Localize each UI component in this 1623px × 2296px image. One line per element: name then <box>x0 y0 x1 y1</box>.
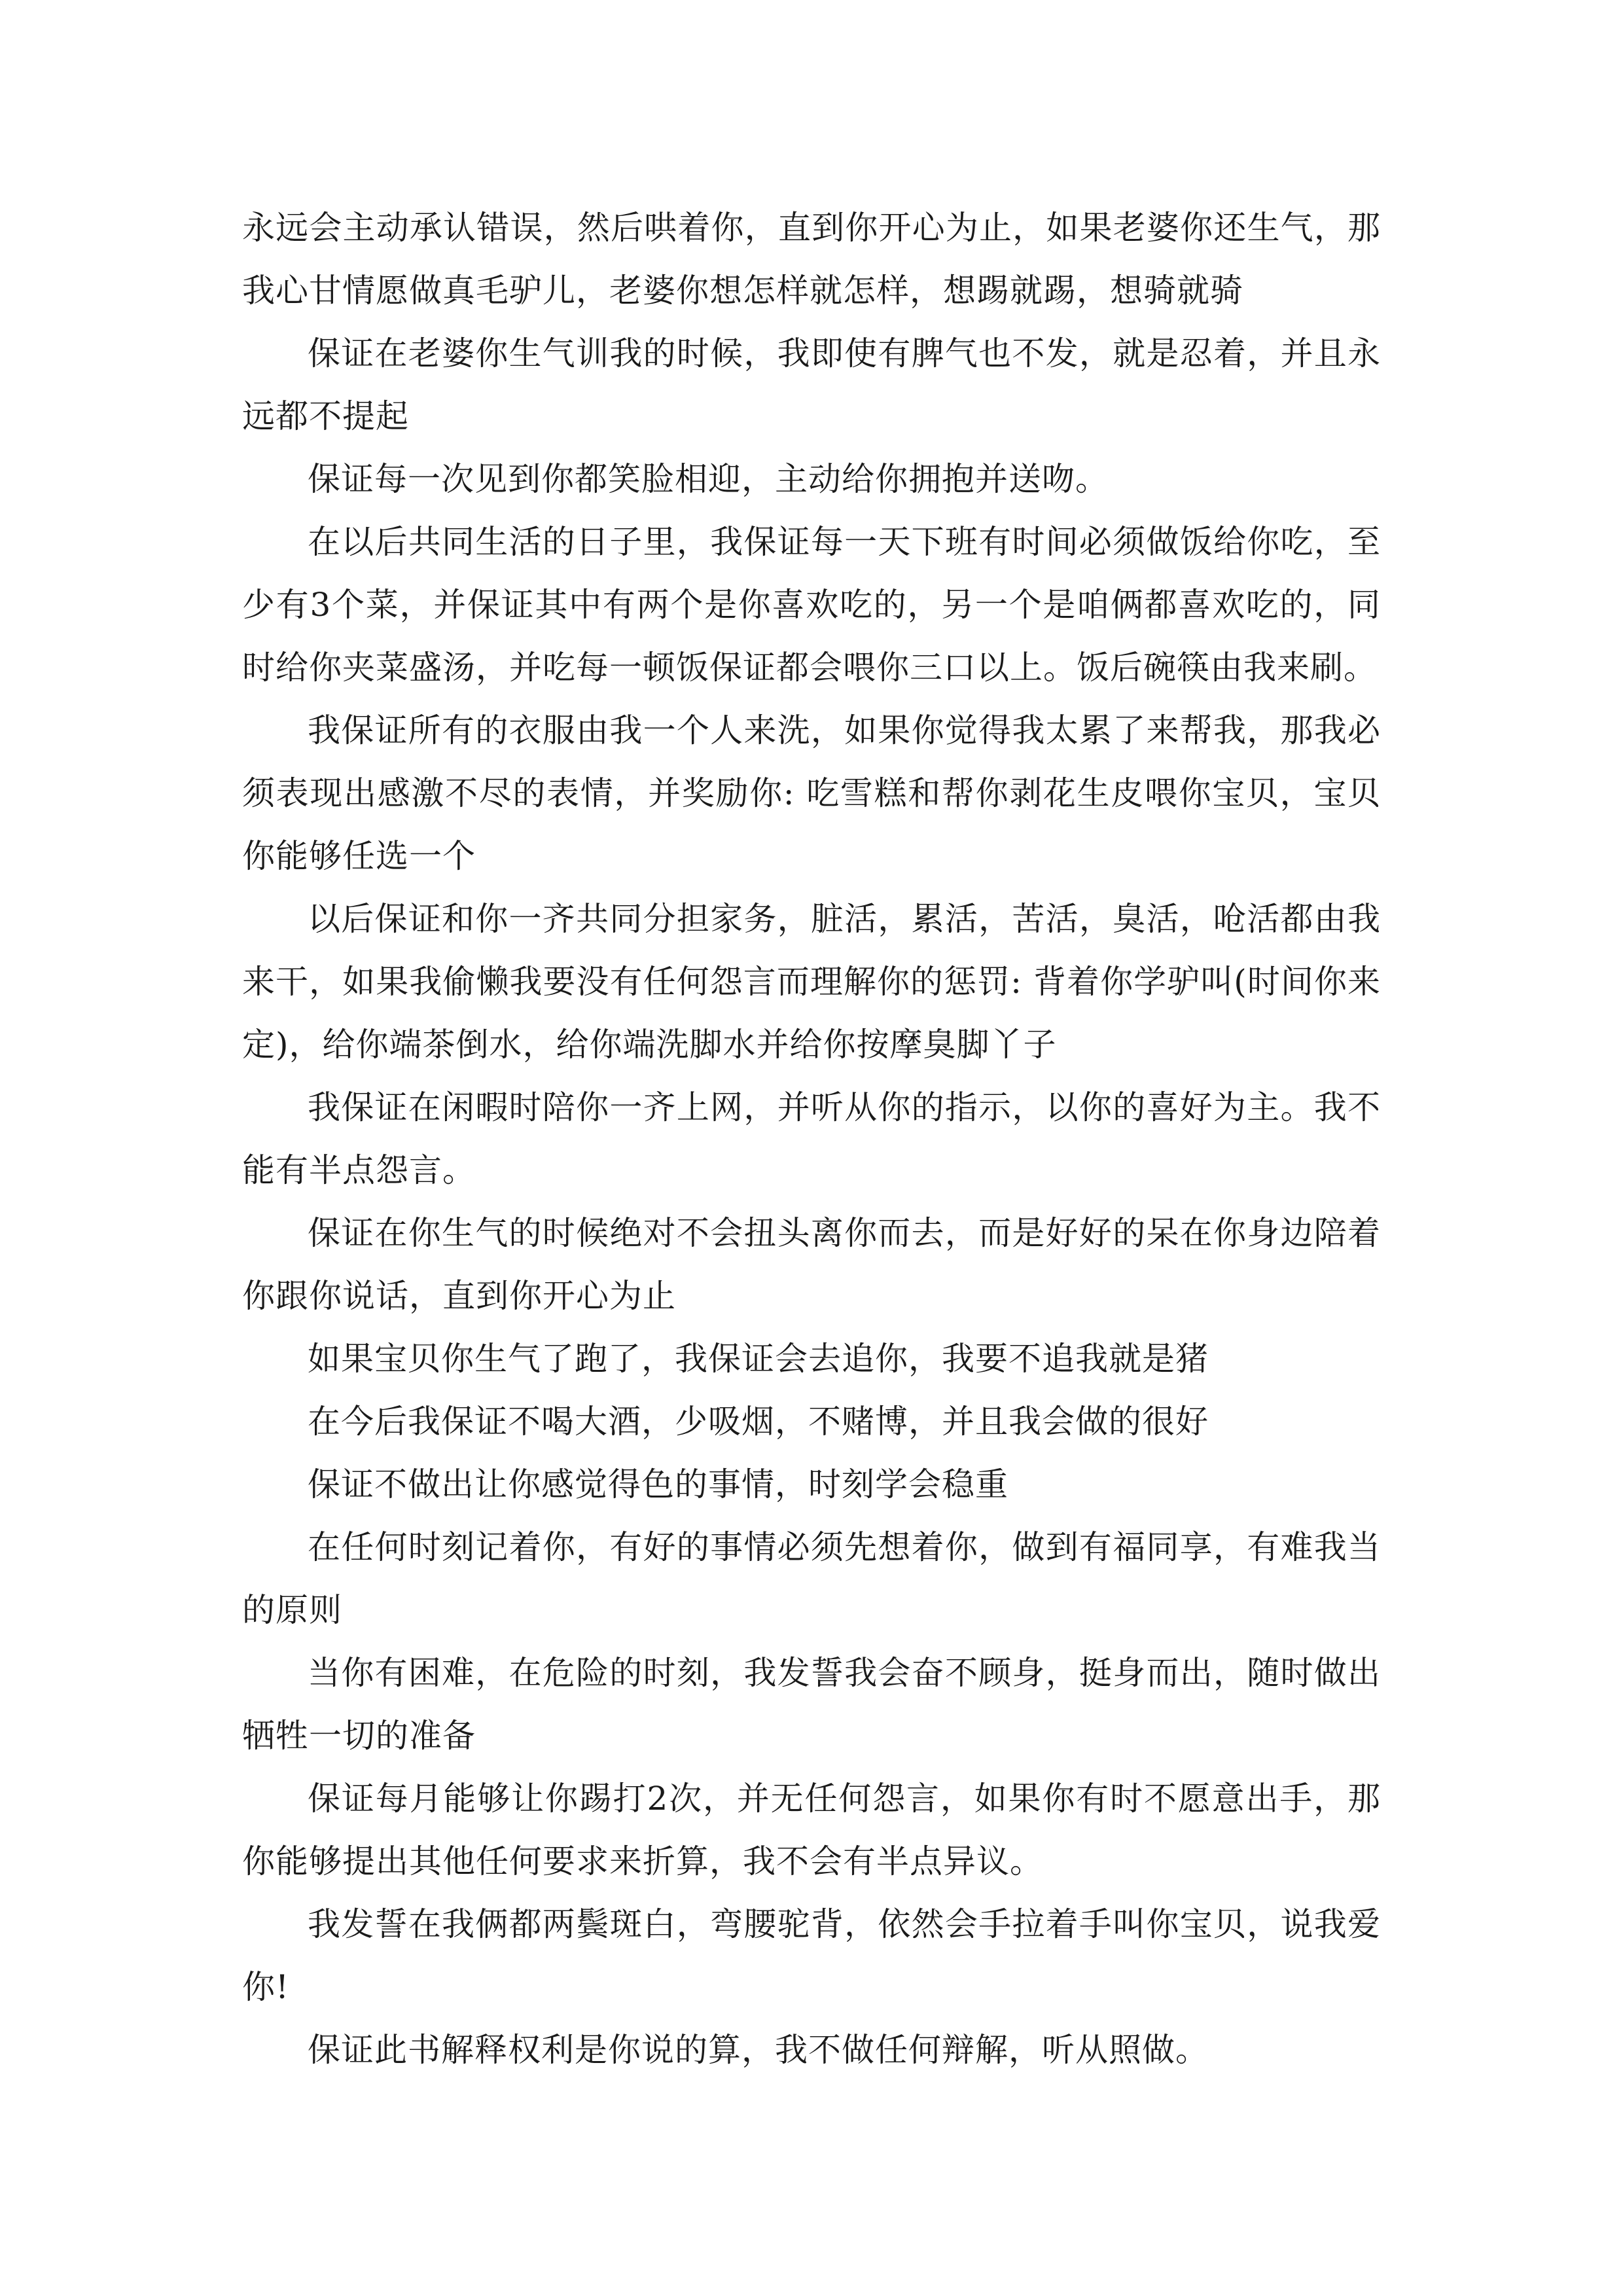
paragraph-2: 保证在老婆你生气训我的时候，我即使有脾气也不发，就是忍着，并且永远都不提起 <box>242 334 1381 435</box>
paragraph-10: 在今后我保证不喝大酒，少吸烟，不赌博，并且我会做的很好 <box>308 1403 1209 1441</box>
paragraph-16: 保证此书解释权利是你说的算，我不做任何辩解，听从照做。 <box>308 2031 1209 2069</box>
paragraph-1: 永远会主动承认错误，然后哄着你，直到你开心为止，如果老婆你还生气，那我心甘情愿做真毛驴儿，老婆你想怎样就怎样，想踢就踢，想骑就骑 <box>242 209 1381 310</box>
paragraph-6: 以后保证和你一齐共同分担家务，脏活，累活，苦活，臭活，呛活都由我来干，如果我偷懒我要没有任何怨言而理解你的惩罚: 背着你学驴叫(时间你来定)，给你端茶倒水，给你端洗脚水并给你按摩臭脚丫子 <box>242 900 1381 1064</box>
paragraph-9: 如果宝贝你生气了跑了，我保证会去追你，我要不追我就是猪 <box>308 1340 1209 1378</box>
paragraph-3: 保证每一次见到你都笑脸相迎，主动给你拥抱并送吻。 <box>308 460 1109 498</box>
paragraph-15: 我发誓在我俩都两鬓斑白，弯腰驼背，依然会手拉着手叫你宝贝，说我爱你! <box>242 1905 1381 2006</box>
paragraph-4: 在以后共同生活的日子里，我保证每一天下班有时间必须做饭给你吃，至少有3个菜，并保证其中有两个是你喜欢吃的，另一个是咱俩都喜欢吃的，同时给你夹菜盛汤，并吃每一顿饭保证都会喂你三口以上。饭后碗筷由我来刷。 <box>242 523 1381 687</box>
paragraph-11: 保证不做出让你感觉得色的事情，时刻学会稳重 <box>308 1465 1008 1503</box>
paragraph-8: 保证在你生气的时候绝对不会扭头离你而去，而是好好的呆在你身边陪着你跟你说话，直到你开心为止 <box>242 1214 1381 1315</box>
paragraph-14: 保证每月能够让你踢打2次，并无任何怨言，如果你有时不愿意出手，那你能够提出其他任何要求来折算，我不会有半点异议。 <box>242 1780 1381 1880</box>
paragraph-5: 我保证所有的衣服由我一个人来洗，如果你觉得我太累了来帮我，那我必须表现出感激不尽的表情，并奖励你: 吃雪糕和帮你剥花生皮喂你宝贝，宝贝你能够任选一个 <box>242 711 1381 875</box>
paragraph-13: 当你有困难，在危险的时刻，我发誓我会奋不顾身，挺身而出，随时做出牺牲一切的准备 <box>242 1654 1381 1755</box>
paragraph-7: 我保证在闲暇时陪你一齐上网，并听从你的指示，以你的喜好为主。我不能有半点怨言。 <box>242 1088 1381 1189</box>
paragraph-12: 在任何时刻记着你，有好的事情必须先想着你，做到有福同享，有难我当的原则 <box>242 1528 1381 1629</box>
document-body <box>242 196 1381 2081</box>
